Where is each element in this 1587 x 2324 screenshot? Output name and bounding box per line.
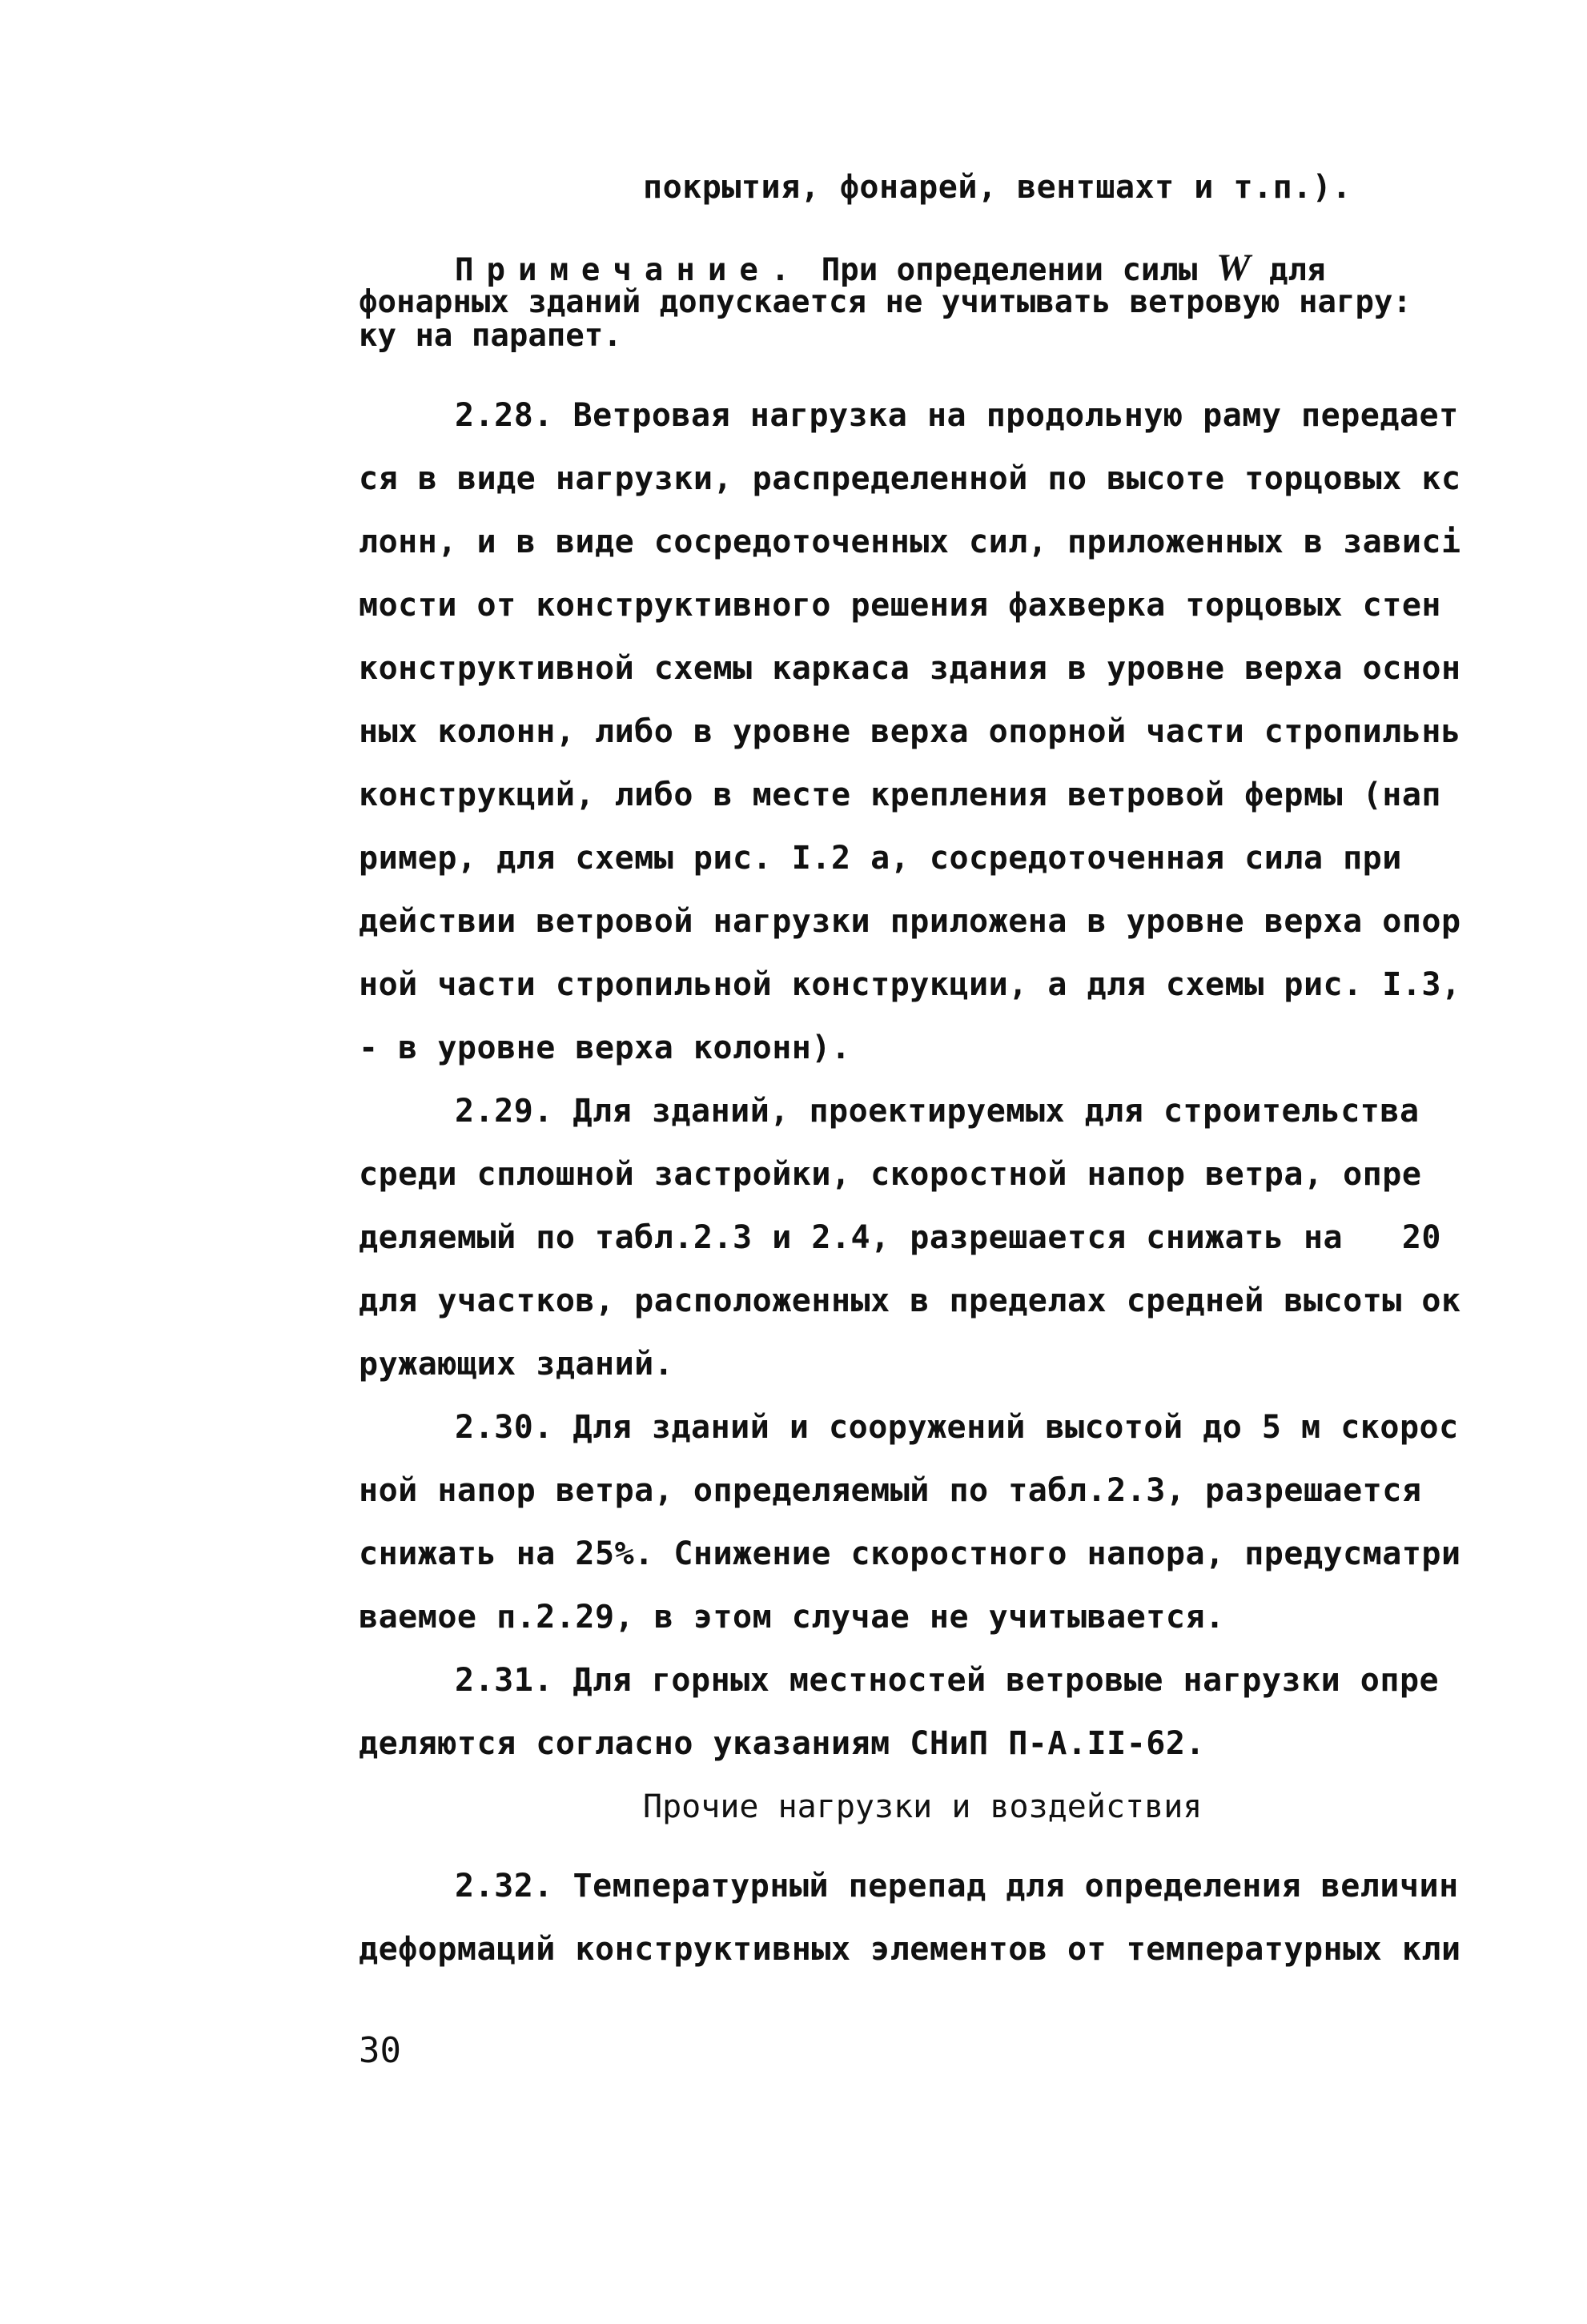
paragraph-line: ных колонн, либо в уровне верха опорной части стропильнь — [359, 713, 1461, 750]
intro-line: покрытия, фонарей, вентшахт и т.п.). — [643, 169, 1352, 206]
paragraph-line: снижать на 25%. Снижение скоростного напора, предусматри — [359, 1535, 1461, 1572]
force-symbol: W — [1215, 247, 1251, 289]
paragraph-line: ваемое п.2.29, в этом случае не учитывается. — [359, 1599, 1225, 1636]
paragraph-line: 2.30. Для зданий и сооружений высотой до 5 м скорос — [455, 1409, 1459, 1446]
paragraph-line: 2.32. Температурный перепад для определения величин — [455, 1868, 1459, 1905]
paragraph-line: ружающих зданий. — [359, 1346, 674, 1383]
note-line1-end: для — [1250, 252, 1326, 288]
paragraph-line: для участков, расположенных в пределах средней высоты ок — [359, 1282, 1461, 1319]
note-line1-text: При определении силы — [802, 252, 1216, 288]
paragraph-line: конструктивной схемы каркаса здания в уровне верха оснон — [359, 650, 1461, 687]
paragraph-line: ример, для схемы рис. I.2 а, сосредоточенная сила при — [359, 840, 1402, 877]
paragraph-line: конструкций, либо в месте крепления ветровой фермы (нап — [359, 777, 1442, 813]
paragraph-line: ной напор ветра, определяемый по табл.2.3, разрешается — [359, 1472, 1422, 1509]
paragraph-line: ся в виде нагрузки, распределенной по высоте торцовых кс — [359, 460, 1461, 497]
paragraph-line: 2.28. Ветровая нагрузка на продольную раму передает — [455, 397, 1459, 434]
paragraph-line: - в уровне верха колонн). — [359, 1030, 851, 1066]
paragraph-line: лонн, и в виде сосредоточенных сил, приложенных в зависі — [359, 524, 1461, 560]
paragraph-line: деляемый по табл.2.3 и 2.4, разрешается снижать на 20 — [359, 1219, 1442, 1256]
paragraph-line: ной части стропильной конструкции, а для схемы рис. I.3, — [359, 966, 1461, 1003]
page-number: 30 — [359, 2030, 401, 2071]
section-heading: Прочие нагрузки и воздействия — [643, 1788, 1203, 1825]
note-label: Примечание. — [455, 252, 803, 288]
paragraph-line: мости от конструктивного решения фахверка торцовых стен — [359, 587, 1442, 624]
paragraph-line: действии ветровой нагрузки приложена в уровне верха опор — [359, 903, 1461, 940]
paragraph-line: деформаций конструктивных элементов от температурных кли — [359, 1931, 1461, 1968]
note-second-line: фонарных зданий допускается не учитывать ветровую нагру: — [359, 284, 1412, 320]
paragraph-line: деляются согласно указаниям СНиП П-А.II-62. — [359, 1725, 1206, 1762]
note-third-line: ку на парапет. — [359, 318, 622, 354]
note-first-line — [455, 247, 1326, 289]
paragraph-line: 2.29. Для зданий, проектируемых для строительства — [455, 1093, 1420, 1130]
paragraph-line: среди сплошной застройки, скоростной напор ветра, опре — [359, 1156, 1422, 1193]
paragraph-line: 2.31. Для горных местностей ветровые нагрузки опре — [455, 1662, 1440, 1699]
